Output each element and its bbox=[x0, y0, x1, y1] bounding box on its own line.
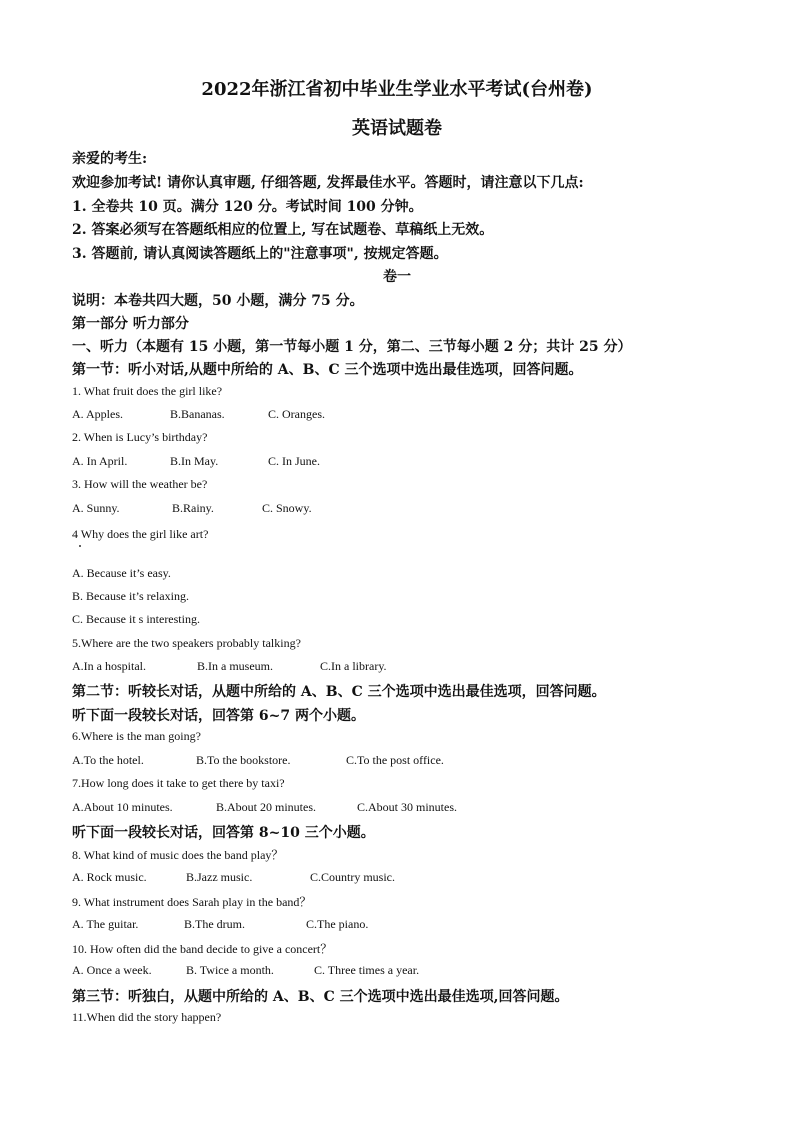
section-2-intro-2: 听下面一段较长对话，回答第 8~10 三个小题。 bbox=[72, 825, 375, 841]
section-3-title: 第三节：听独白，从题中所给的 A、B、C 三个选项中选出最佳选项,回答问题。 bbox=[72, 989, 569, 1005]
exam-title: 2022年浙江省初中毕业生学业水平考试(台州卷) bbox=[201, 79, 593, 100]
q9-option-b: B.The drum. bbox=[184, 917, 245, 931]
q10-option-a: A. Once a week. bbox=[72, 963, 152, 977]
exam-subtitle: 英语试题卷 bbox=[352, 118, 442, 139]
q10-option-c: C. Three times a year. bbox=[314, 963, 420, 977]
q4-option-a: A. Because it’s easy. bbox=[72, 566, 171, 580]
listening-section-title: 一、听力（本题有 15 小题，第一节每小题 1 分，第二、三节每小题 2 分；共计 25 分） bbox=[72, 339, 632, 355]
q7-option-b: B.About 20 minutes. bbox=[216, 800, 317, 814]
welcome-text: 欢迎参加考试! 请你认真审题, 仔细答题, 发挥最佳水平。答题时，请注意以下几点: bbox=[72, 175, 584, 191]
greeting: 亲爱的考生: bbox=[72, 151, 148, 167]
q2-option-a: A. In April. bbox=[72, 454, 128, 468]
q3-option-a: A. Sunny. bbox=[72, 501, 120, 515]
q8-option-b: B.Jazz music. bbox=[186, 870, 253, 884]
question-9: 9. What instrument does Sarah play in the band？ bbox=[72, 895, 312, 909]
q3-option-c: C. Snowy. bbox=[262, 501, 312, 515]
question-3: 3. How will the weather be? bbox=[72, 477, 208, 491]
question-1: 1. What fruit does the girl like? bbox=[72, 384, 223, 398]
q5-option-b: B.In a museum. bbox=[197, 659, 273, 673]
q7-option-c: C.About 30 minutes. bbox=[357, 800, 458, 814]
section-2-title: 第二节：听较长对话，从题中所给的 A、B、C 三个选项中选出最佳选项，回答问题。 bbox=[72, 684, 606, 700]
note-2: 2. 答案必须写在答题纸相应的位置上, 写在试题卷、草稿纸上无效。 bbox=[72, 222, 494, 238]
q5-option-a: A.In a hospital. bbox=[72, 659, 146, 673]
q8-option-a: A. Rock music. bbox=[72, 870, 147, 884]
part-one-title: 第一部分 听力部分 bbox=[72, 316, 189, 332]
q9-option-c: C.The piano. bbox=[306, 917, 369, 931]
q8-option-c: C.Country music. bbox=[310, 870, 396, 884]
q6-option-a: A.To the hotel. bbox=[72, 753, 144, 767]
stray-dot bbox=[79, 545, 81, 547]
section-1-title: 第一节：听小对话,从题中所给的 A、B、C 三个选项中选出最佳选项，回答问题。 bbox=[72, 362, 583, 378]
question-7: 7.How long does it take to get there by taxi? bbox=[72, 776, 285, 790]
volume-description: 说明：本卷共四大题，50 小题，满分 75 分。 bbox=[72, 293, 364, 309]
q10-option-b: B. Twice a month. bbox=[186, 963, 274, 977]
q6-option-c: C.To the post office. bbox=[346, 753, 444, 767]
question-8: 8. What kind of music does the band play？ bbox=[72, 848, 284, 862]
q1-option-c: C. Oranges. bbox=[268, 407, 325, 421]
q1-option-b: B.Bananas. bbox=[170, 407, 225, 421]
question-5: 5.Where are the two speakers probably talking? bbox=[72, 636, 301, 650]
question-2: 2. When is Lucy’s birthday? bbox=[72, 430, 208, 444]
question-6: 6.Where is the man going? bbox=[72, 729, 201, 743]
note-1: 1. 全卷共 10 页。满分 120 分。考试时间 100 分钟。 bbox=[72, 199, 423, 215]
question-10: 10. How often did the band decide to give a concert？ bbox=[72, 942, 333, 956]
q2-option-b: B.In May. bbox=[170, 454, 219, 468]
q1-option-a: A. Apples. bbox=[72, 407, 123, 421]
q4-option-c: C. Because it s interesting. bbox=[72, 612, 200, 626]
section-2-intro-1: 听下面一段较长对话，回答第 6~7 两个小题。 bbox=[72, 708, 365, 724]
question-4: 4 Why does the girl like art? bbox=[72, 527, 209, 541]
question-11: 11.When did the story happen? bbox=[72, 1010, 222, 1024]
q9-option-a: A. The guitar. bbox=[72, 917, 139, 931]
q7-option-a: A.About 10 minutes. bbox=[72, 800, 173, 814]
q2-option-c: C. In June. bbox=[268, 454, 320, 468]
q3-option-b: B.Rainy. bbox=[172, 501, 214, 515]
note-3: 3. 答题前, 请认真阅读答题纸上的"注意事项", 按规定答题。 bbox=[72, 246, 448, 262]
q5-option-c: C.In a library. bbox=[320, 659, 387, 673]
q6-option-b: B.To the bookstore. bbox=[196, 753, 291, 767]
volume-label: 卷一 bbox=[383, 269, 411, 285]
q4-option-b: B. Because it’s relaxing. bbox=[72, 589, 189, 603]
